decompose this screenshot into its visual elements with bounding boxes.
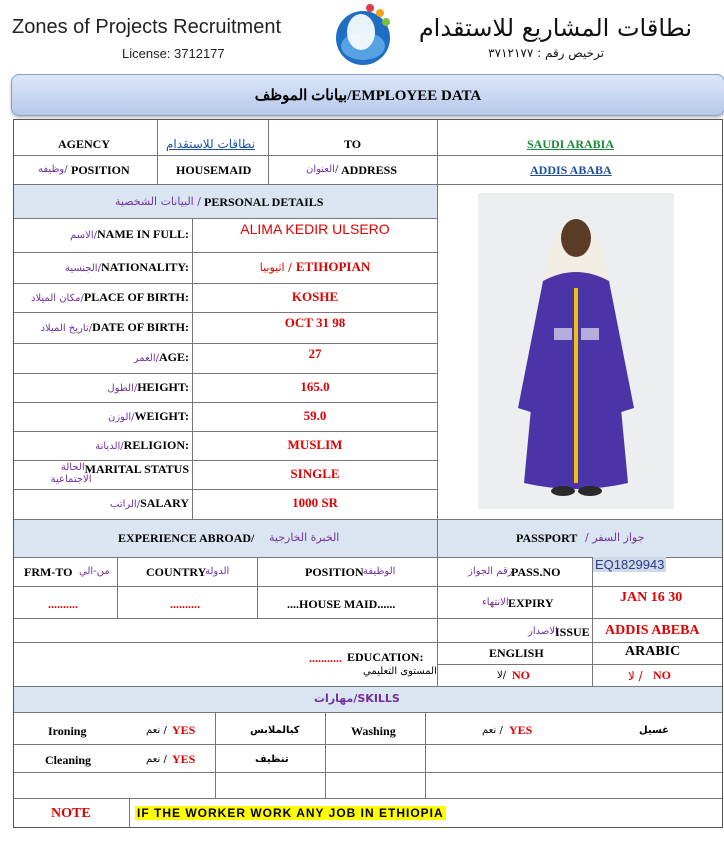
- religion-label: [95, 438, 189, 453]
- pass-no-value: [593, 557, 666, 573]
- place-of-birth-label: [31, 290, 189, 305]
- issue-value: ADDIS ABEBA: [605, 623, 700, 638]
- expiry-label-ar: الانتهاء: [482, 597, 509, 608]
- weight-label: [108, 409, 189, 424]
- skill-washing-ar: غسيل: [639, 725, 670, 736]
- nationality-value: [193, 259, 437, 275]
- country-value: ..........: [170, 597, 200, 611]
- note-label: NOTE: [51, 806, 91, 821]
- position-exp-value: ....HOUSE MAID......: [287, 597, 396, 611]
- col-frm-to: FRM-TO: [24, 565, 73, 579]
- employee-data-banner: [11, 74, 724, 116]
- col-position: POSITION: [305, 565, 364, 579]
- english-value: NO: [512, 668, 530, 682]
- note-text-highlight: IF THE WORKER WORK ANY JOB IN ETHIOPIA: [137, 806, 444, 820]
- english-label: ENGLISH: [489, 646, 544, 660]
- col-position-ar: الوظيفة: [363, 566, 396, 577]
- height-value: [193, 379, 437, 395]
- name-in-full-label-en: NAME IN FULL:: [97, 227, 189, 241]
- col-frm-to-ar: من-الي: [79, 566, 110, 577]
- date-of-birth-label-en: DATE OF BIRTH:: [92, 319, 189, 334]
- nationality-label: [65, 260, 189, 275]
- salary-label-en: SALARY: [140, 496, 189, 510]
- arabic-value-ar: لا /: [628, 669, 643, 683]
- agency-label: AGENCY: [58, 137, 111, 151]
- height-label-ar: الطول/: [107, 382, 138, 394]
- weight-label-ar: الوزن/: [108, 411, 135, 423]
- religion-label-en: RELIGION:: [123, 437, 189, 452]
- skill-cleaning-ar: تنظيف: [255, 754, 289, 765]
- education-dots: ...........: [309, 651, 342, 665]
- height-value-text: 165.0: [300, 378, 330, 394]
- education-label-ar: المستوى التعليمي: [363, 666, 437, 677]
- license-ar: ترخيص رقم : ٣٧١٢١٧٧: [488, 46, 604, 60]
- passport-section-ar: / جواز السفر: [585, 531, 645, 544]
- passport-section-title: PASSPORT: [516, 531, 578, 545]
- skill-ironing-answer: YES: [172, 723, 196, 737]
- pass-no-value-text: EQ1829943: [595, 557, 665, 572]
- date-of-birth-value: [193, 315, 437, 331]
- weight-value-text: 59.0: [303, 407, 327, 423]
- expiry-label: EXPIRY: [508, 596, 554, 610]
- skills-section-title: مهارات/SKILLS: [314, 692, 400, 705]
- age-label: [134, 350, 189, 365]
- personal-section-ar: البيانات الشخصية /: [115, 195, 201, 208]
- issue-label-ar: الاصدار: [528, 626, 558, 637]
- arabic-label: ARABIC: [625, 644, 681, 659]
- personal-section-title: PERSONAL DETAILS: [204, 195, 324, 209]
- expiry-value: JAN 16 30: [620, 590, 683, 605]
- age-value-text: 27: [308, 346, 322, 361]
- date-of-birth-label: [41, 320, 189, 335]
- nationality-value-text: ETIHOPIAN: [295, 258, 371, 274]
- banner-title: بيانات الموظف/EMPLOYEE DATA: [254, 87, 482, 104]
- company-name-ar: نطاقات المشاريع للاستقدام: [418, 14, 692, 42]
- nationality-label-en: NATIONALITY:: [100, 259, 189, 274]
- experience-section-ar: الخبرة الخارجية: [269, 531, 340, 544]
- marital-status-label: [51, 462, 189, 486]
- english-value-ar: لا/: [497, 670, 507, 681]
- age-value: [193, 346, 437, 362]
- pass-no-label: PASS.NO: [511, 565, 561, 579]
- name-in-full-value: [193, 221, 437, 237]
- pass-no-label-ar: رقم الجواز: [468, 566, 513, 577]
- date-of-birth-value-text: OCT 31 98: [284, 315, 346, 330]
- height-label: [107, 380, 189, 395]
- name-in-full-label-ar: الاسم/: [70, 230, 97, 241]
- name-in-full-value-text: ALIMA KEDIR ULSERO: [240, 221, 390, 237]
- skill-ironing: Ironing: [48, 724, 87, 738]
- experience-section-title: EXPERIENCE ABROAD/: [118, 531, 255, 545]
- frm-to-value: ..........: [48, 597, 78, 611]
- to-label: TO: [344, 137, 362, 151]
- weight-label-en: WEIGHT:: [134, 408, 189, 423]
- nationality-label-ar: الجنسية/: [64, 262, 101, 274]
- passport-band: [438, 519, 722, 557]
- agency-value: نطاقات للاستقدام: [166, 137, 255, 151]
- address-value: ADDIS ABABA: [530, 163, 612, 177]
- to-value: SAUDI ARABIA: [527, 137, 615, 151]
- religion-value: [193, 437, 437, 453]
- skill-cleaning-answer-ar: نعم /: [146, 754, 167, 765]
- marital-status-value-text: SINGLE: [290, 465, 340, 481]
- height-label-en: HEIGHT:: [137, 379, 189, 394]
- age-label-ar: العمر/: [133, 353, 159, 364]
- marital-status-label-ar: الحالة الاجتماعية: [50, 462, 92, 485]
- nationality-value-ar: اثيوبيا /: [259, 260, 292, 274]
- date-of-birth-label-ar: تاريخ الميلاد/: [40, 322, 93, 334]
- skill-cleaning: Cleaning: [45, 753, 92, 767]
- place-of-birth-value-text: KOSHE: [291, 288, 339, 304]
- address-label: ADDRESS: [341, 163, 398, 177]
- place-of-birth-label-ar: مكان الميلاد/: [30, 292, 84, 304]
- license-en: License: 3712177: [122, 46, 225, 61]
- salary-value: [193, 495, 437, 511]
- salary-label: [110, 496, 189, 511]
- salary-label-ar: الراتب/: [109, 499, 141, 510]
- skill-cleaning-answer: YES: [172, 752, 196, 766]
- position-label: POSITION: [71, 163, 130, 177]
- religion-value-text: MUSLIM: [287, 436, 343, 452]
- place-of-birth-label-en: PLACE OF BIRTH:: [83, 289, 189, 304]
- skill-washing: Washing: [351, 724, 396, 738]
- address-label-ar: العنوان/: [306, 164, 339, 175]
- skill-ironing-ar: كيالملابس: [250, 725, 300, 736]
- skill-ironing-answer-ar: نعم /: [146, 725, 167, 736]
- marital-status-value: [193, 466, 437, 482]
- worker-photo: [478, 193, 674, 509]
- company-name-en: Zones of Projects Recruitment: [12, 16, 281, 38]
- skill-washing-answer-ar: نعم /: [482, 725, 503, 736]
- note-text: [135, 806, 446, 821]
- name-in-full-label: [70, 227, 189, 242]
- religion-label-ar: الديانة/: [95, 440, 124, 452]
- issue-label: ISSUE: [555, 625, 590, 639]
- salary-value-text: 1000 SR: [292, 495, 338, 510]
- age-label-en: AGE:: [159, 350, 189, 364]
- position-value: HOUSEMAID: [176, 163, 252, 177]
- place-of-birth-value: [193, 289, 437, 305]
- col-country-ar: الدولة: [205, 566, 230, 577]
- position-label-ar: وظيفه/: [38, 164, 68, 175]
- skill-washing-answer: YES: [509, 723, 533, 737]
- company-logo: [330, 2, 396, 68]
- arabic-value: NO: [653, 668, 671, 682]
- education-label: EDUCATION:: [347, 650, 424, 664]
- weight-value: [193, 408, 437, 424]
- col-country: COUNTRY: [146, 565, 207, 579]
- marital-status-label-en: MARITAL STATUS: [84, 462, 189, 476]
